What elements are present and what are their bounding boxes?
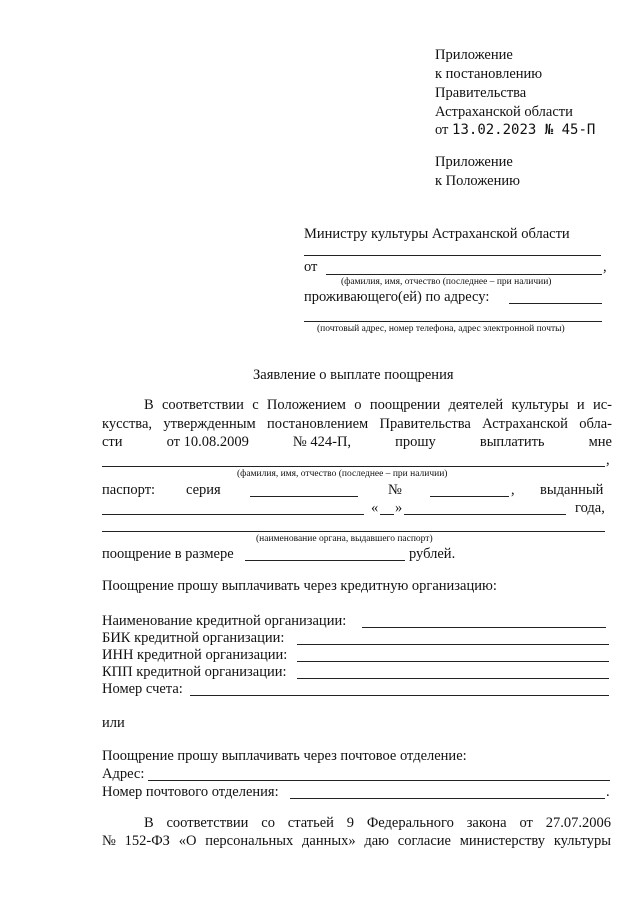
- para1-word: прошу: [395, 434, 436, 450]
- header-appendix-1: Приложение: [435, 154, 513, 170]
- addressee-address-hint: (почтовый адрес, номер телефона, адрес электронной почты): [317, 324, 565, 334]
- body-fio-field[interactable]: [102, 466, 605, 467]
- amount-label: поощрение в размере: [102, 546, 234, 562]
- header-appendix-2: к Положению: [435, 173, 520, 189]
- passport-organ-field[interactable]: [102, 531, 605, 532]
- addressee-fio-hint: (фамилия, имя, отчество (последнее – при наличии): [341, 277, 552, 287]
- header-date-stamp: 13.02.2023 № 45-П: [452, 122, 596, 138]
- passport-comma: ,: [511, 482, 515, 498]
- post-intro: Поощрение прошу выплачивать через почтовое отделение:: [102, 748, 467, 764]
- addressee-from-field[interactable]: [326, 274, 602, 275]
- credit-inn-label: ИНН кредитной организации:: [102, 647, 288, 663]
- credit-kpp-field[interactable]: [297, 678, 609, 679]
- passport-year-label: года,: [575, 500, 605, 516]
- header-date-prefix: от: [435, 122, 449, 138]
- passport-quote-right: »: [395, 500, 403, 516]
- passport-series-label: серия: [186, 482, 221, 498]
- post-office-dot: .: [606, 784, 610, 800]
- para-last-line-1: [144, 815, 611, 832]
- header-line-2: к постановлению: [435, 66, 543, 82]
- post-office-label: Номер почтового отделения:: [102, 784, 279, 800]
- credit-kpp-label: КПП кредитной организации:: [102, 664, 287, 680]
- passport-day-field[interactable]: [380, 514, 394, 515]
- passport-issued-label: выданный: [540, 482, 604, 498]
- passport-number-field[interactable]: [430, 496, 509, 497]
- para-last-word: соответствии: [166, 815, 249, 831]
- para-last-word: закона: [466, 815, 507, 831]
- para-last-word: со: [261, 815, 275, 831]
- header-line-3: Правительства: [435, 85, 527, 101]
- passport-series-field[interactable]: [250, 496, 358, 497]
- para-last-word: от: [519, 815, 533, 831]
- post-office-field[interactable]: [290, 798, 605, 799]
- credit-account-field[interactable]: [190, 695, 609, 696]
- credit-bik-field[interactable]: [297, 644, 609, 645]
- passport-organ-hint: (наименование органа, выдавшего паспорт): [256, 534, 433, 544]
- addressee-from-comma: ,: [603, 259, 607, 275]
- addressee-minister: Министру культуры Астраханской области: [304, 226, 570, 242]
- post-address-field[interactable]: [148, 780, 610, 781]
- para1-line-2: кусства, утвержденным постановлением Правительства Астраханской обла-: [102, 416, 612, 432]
- para-last-word: №: [102, 833, 116, 849]
- para-last-word: 27.07.2006: [545, 815, 611, 831]
- para-last-word: данных»: [302, 833, 356, 849]
- passport-quote-left: «: [371, 500, 379, 516]
- credit-account-label: Номер счета:: [102, 681, 183, 697]
- passport-month-field[interactable]: [404, 514, 566, 515]
- para-last-line-2: [102, 833, 611, 850]
- addressee-address-field-2[interactable]: [304, 321, 602, 322]
- para-last-word: Федерального: [366, 815, 454, 831]
- or-label: или: [102, 715, 125, 731]
- para-last-word: культуры: [553, 833, 611, 849]
- credit-name-field[interactable]: [362, 627, 606, 628]
- passport-number-label: №: [388, 482, 402, 498]
- para-last-word: согласие: [397, 833, 451, 849]
- para-last-word: статьей: [287, 815, 334, 831]
- para-last-word: персональных: [205, 833, 294, 849]
- amount-unit: рублей.: [409, 546, 456, 562]
- para-last-word: В: [144, 815, 154, 831]
- para-last-word: «О: [178, 833, 197, 849]
- credit-inn-field[interactable]: [297, 661, 609, 662]
- passport-label: паспорт:: [102, 482, 156, 498]
- para1-word: выплатить: [479, 434, 545, 450]
- passport-issuer-field[interactable]: [102, 514, 364, 515]
- para1-word: № 424-П,: [292, 434, 352, 450]
- para1-word: от 10.08.2009: [166, 434, 249, 450]
- para1-word: мне: [588, 434, 612, 450]
- para1-word: сти: [102, 434, 123, 450]
- header-line-1: Приложение: [435, 47, 513, 63]
- para1-line-1: В соответствии с Положением о поощрении деятелей культуры и ис-: [144, 397, 612, 413]
- para-last-word: министерству: [459, 833, 546, 849]
- para-last-word: 152-ФЗ: [124, 833, 170, 849]
- addressee-from-label: от: [304, 259, 318, 275]
- para-last-word: даю: [364, 833, 390, 849]
- body-fio-comma: ,: [606, 452, 610, 468]
- addressee-address-label: проживающего(ей) по адресу:: [304, 289, 490, 305]
- credit-name-label: Наименование кредитной организации:: [102, 613, 347, 629]
- amount-field[interactable]: [245, 560, 405, 561]
- credit-bik-label: БИК кредитной организации:: [102, 630, 285, 646]
- body-fio-hint: (фамилия, имя, отчество (последнее – при наличии): [237, 469, 448, 479]
- credit-intro: Поощрение прошу выплачивать через кредитную организацию:: [102, 578, 497, 594]
- addressee-address-field[interactable]: [509, 303, 602, 304]
- header-date-line: [435, 122, 595, 139]
- addressee-line: [304, 255, 601, 256]
- post-address-label: Адрес:: [102, 766, 145, 782]
- header-line-4: Астраханской области: [435, 104, 573, 120]
- para1-line-3: [102, 434, 612, 451]
- document-title: Заявление о выплате поощрения: [253, 367, 454, 383]
- para-last-word: 9: [346, 815, 355, 831]
